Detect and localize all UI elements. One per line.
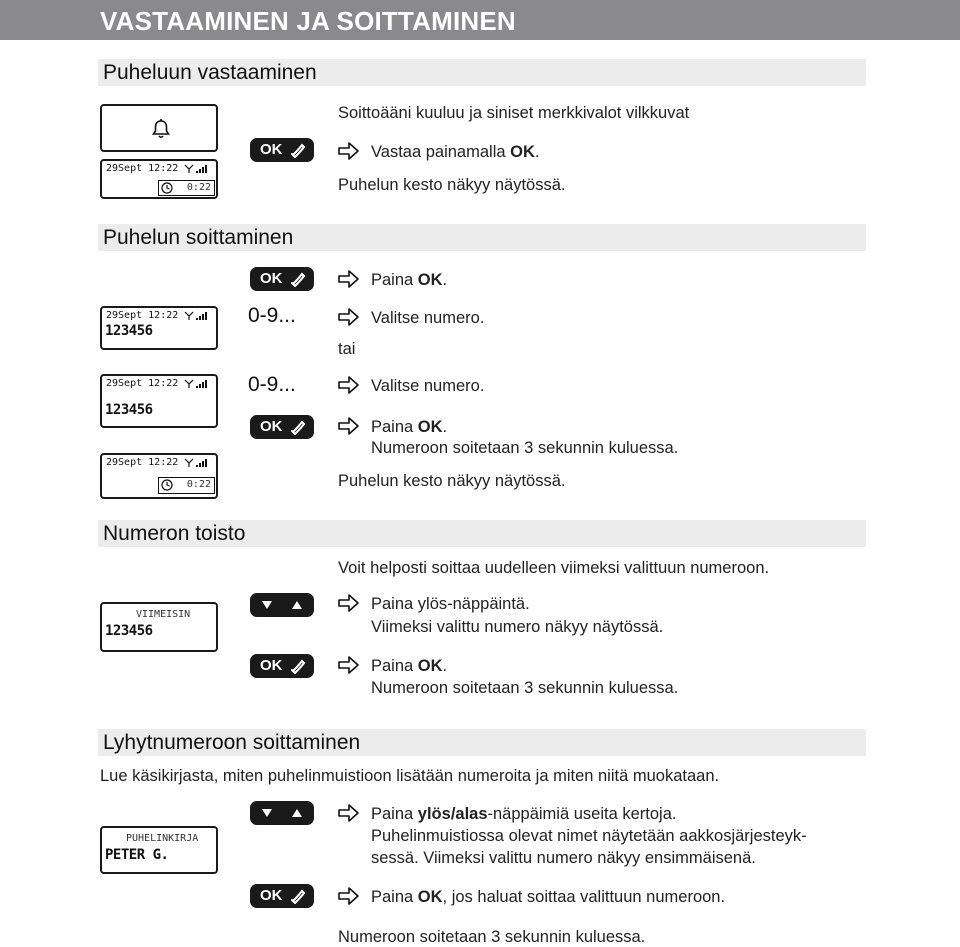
call-step-ok: Paina OK. [371,271,448,289]
signal-strength-icon [184,379,212,389]
ok-call-button[interactable]: OK [250,654,314,678]
answer-intro: Soittoääni kuuluu ja siniset merkkivalot vilkkuvat [338,104,690,122]
up-down-navigation-button[interactable] [250,801,314,825]
lcd-number: 123456 [105,623,153,639]
ok-call-button[interactable]: OK [250,138,314,162]
call-step-select-2: Valitse numero. [371,377,485,395]
lcd-duration-2: 29Sept 12:22 0:22 [100,453,218,499]
lcd-phonebook [100,826,218,874]
signal-strength-icon [184,164,212,174]
redial-intro: Voit helposti soittaa uudelleen viimeksi valittuun numeroon. [338,559,770,577]
up-down-navigation-button[interactable] [250,593,314,617]
speed-dial-note-2: sessä. Viimeksi valittu numero näkyy ensimmäisenä. [371,849,756,867]
call-duration-note: Puhelun kesto näkyy näytössä. [338,472,566,490]
arrow-right-outline-icon [338,269,360,289]
arrow-right-outline-icon [338,886,360,906]
phone-icon [290,142,306,158]
signal-strength-icon [184,311,212,321]
lcd-time: 12:22 [148,163,179,174]
up-arrow-icon [292,601,302,609]
down-arrow-icon [262,809,272,817]
lcd-dial-number: 29Sept 12:22 123456 [100,306,218,350]
speed-dial-note-1: Puhelinmuistiossa olevat nimet näytetään aakkosjärjesteyk- [371,827,807,845]
call-step-ok-2: Paina OK. [371,418,448,436]
phone-icon [290,271,306,287]
arrow-right-outline-icon [338,307,360,327]
redial-step-up: Paina ylös-näppäintä. [371,595,530,613]
or-label: tai [338,340,356,358]
answer-step: Vastaa painamalla OK. [371,143,540,161]
speed-dial-final-note: Numeroon soitetaan 3 sekunnin kuluessa. [338,928,646,946]
call-step-select: Valitse numero. [371,309,485,327]
ok-call-button[interactable]: OK [250,884,314,908]
ok-call-button[interactable]: OK [250,415,314,439]
speed-dial-step-ok: Paina OK, jos haluat soittaa valittuun numeroon. [371,888,726,906]
signal-strength-icon [184,458,212,468]
arrow-right-outline-icon [338,803,360,823]
arrow-right-outline-icon [338,416,360,436]
lcd-viimeisin: VIIMEISIN [136,609,191,620]
redial-step-ok: Paina OK. [371,657,448,675]
lcd-date: 29Sept [106,163,143,174]
arrow-right-outline-icon [338,141,360,161]
lcd-number: 123456 [105,323,153,339]
section-heading-speed-dial: Lyhytnumeroon soittaminen [98,729,866,756]
lcd-ringing [100,104,218,152]
speed-dial-intro: Lue käsikirjasta, miten puhelinmuistioon lisätään numeroita ja miten niitä muokataan. [100,767,720,785]
arrow-right-outline-icon [338,593,360,613]
section-heading-redial: Numeron toisto [98,520,866,547]
dial-keys: 0-9... [248,304,296,327]
speed-dial-step-updown: Paina ylös/alas-näppäimiä useita kertoja. [371,805,677,823]
up-arrow-icon [292,809,302,817]
arrow-right-outline-icon [338,375,360,395]
lcd-contact: PETER G. [105,847,169,863]
call-dial-note: Numeroon soitetaan 3 sekunnin kuluessa. [371,439,679,457]
lcd-dial-number-2: 29Sept 12:22 123456 [100,374,218,428]
arrow-right-outline-icon [338,655,360,675]
lcd-puhelinkirja: PUHELINKIRJA [126,833,199,844]
phone-icon [290,658,306,674]
dial-keys: 0-9... [248,373,296,396]
lcd-duration-value: 0:22 [186,182,211,193]
phone-icon [290,888,306,904]
lcd-number: 123456 [105,402,153,418]
page-title: VASTAAMINEN JA SOITTAMINEN [0,0,960,40]
lcd-duration [100,159,218,199]
section-heading-answering: Puheluun vastaaminen [98,59,866,86]
clock-icon [161,479,173,491]
redial-dial-note: Numeroon soitetaan 3 sekunnin kuluessa. [371,679,679,697]
lcd-last-number [100,602,218,652]
redial-step-up-note: Viimeksi valittu numero näkyy näytössä. [371,618,664,636]
bell-icon [150,118,172,140]
answer-note: Puhelun kesto näkyy näytössä. [338,176,566,194]
phone-icon [290,419,306,435]
section-heading-calling: Puhelun soittaminen [98,224,866,251]
down-arrow-icon [262,601,272,609]
clock-icon [161,182,173,194]
ok-call-button[interactable]: OK [250,267,314,291]
